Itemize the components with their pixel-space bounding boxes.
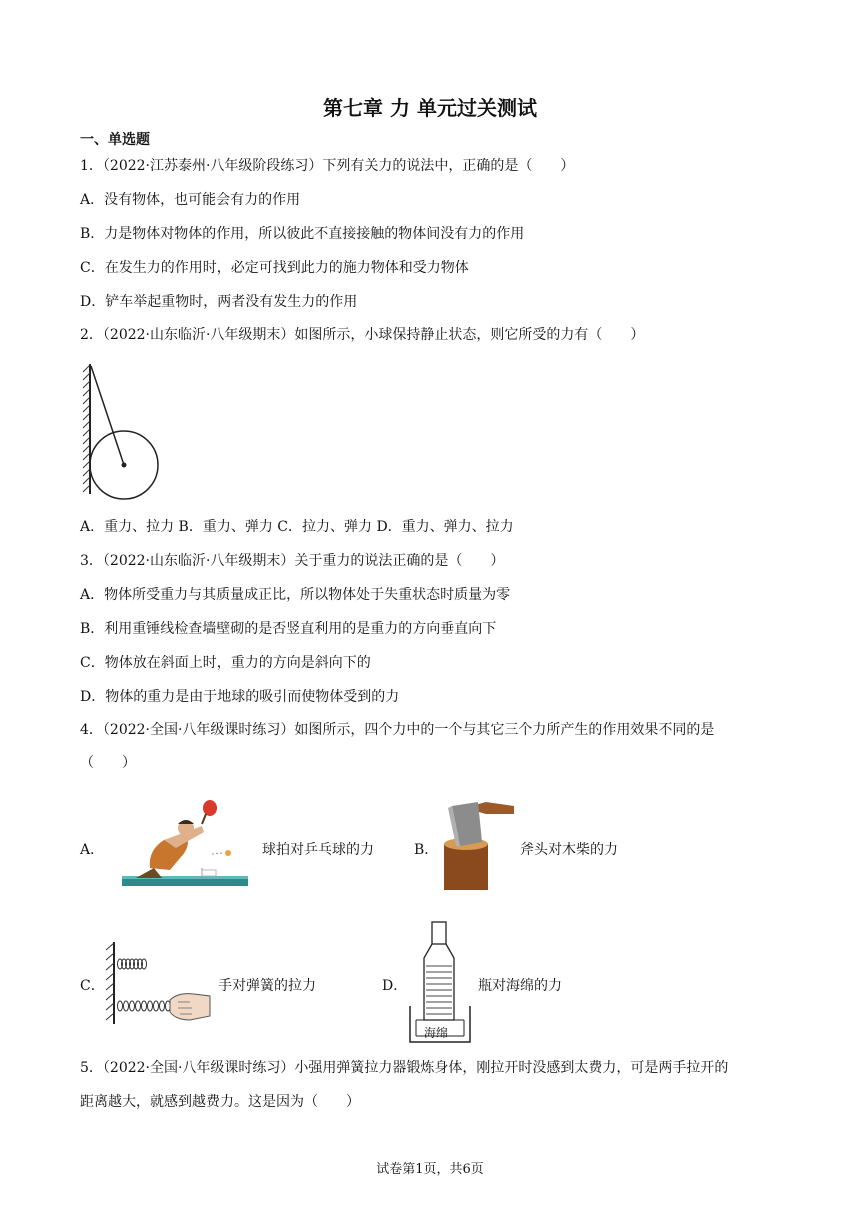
page-title: 第七章 力 单元过关测试 xyxy=(323,96,537,120)
question-2-options: A．重力、拉力 B．重力、弹力 C．拉力、弹力 D．重力、弹力、拉力 xyxy=(80,519,514,535)
question-3-option-b: B．利用重锤线检查墙壁砌的是否竖直利用的是重力的方向垂直向下 xyxy=(80,621,497,637)
ball-on-wall-figure xyxy=(82,362,164,498)
question-4-option-d-label: D． xyxy=(382,978,408,994)
section-heading: 一、单选题 xyxy=(80,132,150,148)
question-3-option-c: C．物体放在斜面上时，重力的方向是斜向下的 xyxy=(80,655,371,671)
question-1-stem: 1．（2022·江苏泰州·八年级阶段练习）下列有关力的说法中，正确的是（ ） xyxy=(80,158,575,174)
question-3-stem: 3．（2022·山东临沂·八年级期末）关于重力的说法正确的是（ ） xyxy=(80,553,505,569)
question-3-option-a: A．物体所受重力与其质量成正比，所以物体处于失重状态时质量为零 xyxy=(80,587,511,603)
axe-and-log-figure xyxy=(438,798,516,894)
question-4-option-c-label: C． xyxy=(80,978,105,994)
question-5-stem-line2: 距离越大，就感到越费力。这是因为（ ） xyxy=(80,1094,360,1110)
question-1-option-d: D．铲车举起重物时，两者没有发生力的作用 xyxy=(80,294,358,310)
question-1-option-c: C．在发生力的作用时，必定可找到此力的施力物体和受力物体 xyxy=(80,260,469,276)
question-4-option-c-caption: 手对弹簧的拉力 xyxy=(218,978,316,994)
question-4-option-b-label: B． xyxy=(414,842,439,858)
question-5-stem-line1: 5．（2022·全国·八年级课时练习）小强用弹簧拉力器锻炼身体，刚拉开时没感到太费力，可是两手拉开的 xyxy=(80,1060,729,1076)
sponge-label: 海绵 xyxy=(424,1026,449,1040)
question-1-option-a: A．没有物体，也可能会有力的作用 xyxy=(80,192,301,208)
question-1-option-b: B．力是物体对物体的作用，所以彼此不直接接触的物体间没有力的作用 xyxy=(80,226,525,242)
question-3-option-d: D．物体的重力是由于地球的吸引而使物体受到的力 xyxy=(80,689,400,705)
question-4-option-a-caption: 球拍对乒乓球的力 xyxy=(262,842,374,858)
question-4-option-d-caption: 瓶对海绵的力 xyxy=(478,978,562,994)
spring-and-hand-figure xyxy=(104,940,212,1026)
question-4-option-a-label: A． xyxy=(80,842,105,858)
question-4-stem-line1: 4．（2022·全国·八年级课时练习）如图所示，四个力中的一个与其它三个力所产生的作用效果不同的是 xyxy=(80,722,715,738)
question-4-option-b-caption: 斧头对木柴的力 xyxy=(520,842,618,858)
page-footer: 试卷第1页，共6页 xyxy=(376,1162,484,1177)
question-4-stem-line2: （ ） xyxy=(80,755,136,771)
table-tennis-figure xyxy=(120,798,252,892)
question-2-stem: 2．（2022·山东临沂·八年级期末）如图所示，小球保持静止状态，则它所受的力有（ ） xyxy=(80,327,645,343)
